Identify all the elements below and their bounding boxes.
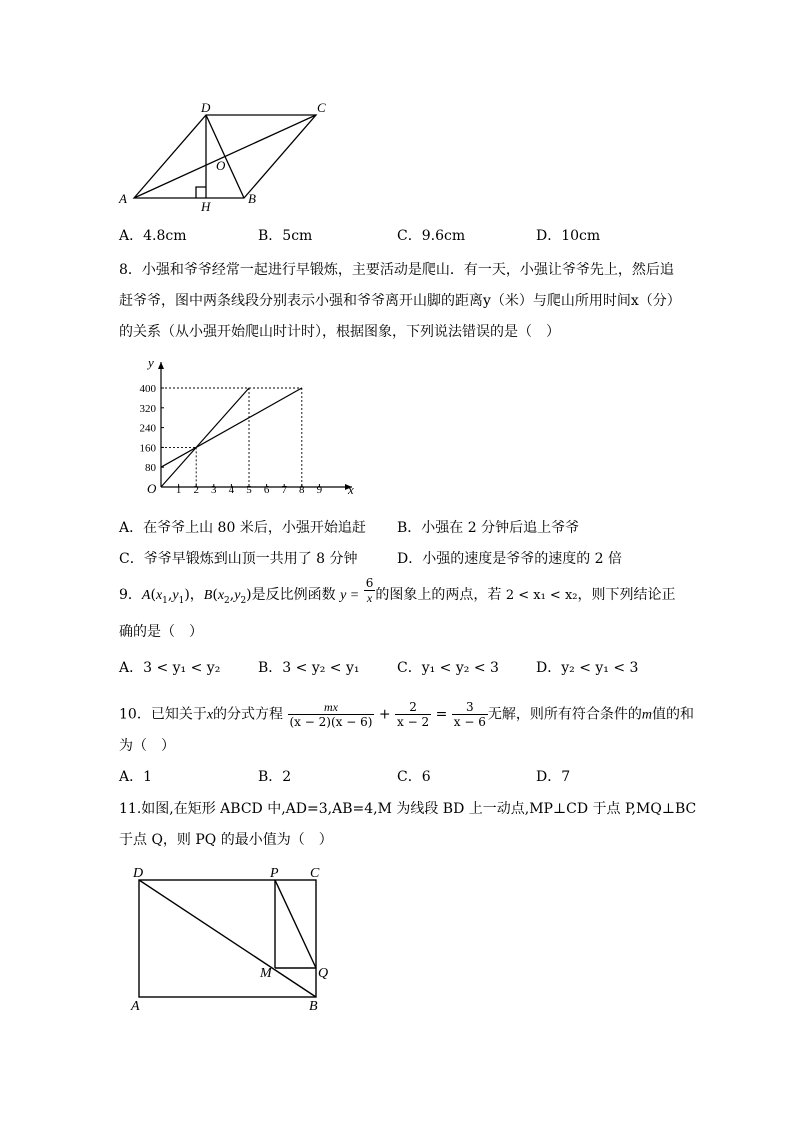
q9-y-eq: y = bbox=[340, 588, 360, 603]
q8-option-b: B．小强在 2 分钟后追上爷爷 bbox=[397, 520, 580, 536]
q7-option-c: C．9.6cm bbox=[397, 228, 466, 244]
label-B: B bbox=[248, 191, 256, 206]
y-tick-label: 80 bbox=[145, 462, 156, 475]
x-tick-label: 8 bbox=[299, 484, 305, 496]
q9-option-c: C．y₁ < y₂ < 3 bbox=[397, 660, 499, 676]
q11-line-2: 于点 Q，则 PQ 的最小值为（ ） bbox=[119, 832, 333, 848]
x-tick-label: 7 bbox=[281, 484, 287, 496]
q9-fraction: $\frac{6}{x}$ bbox=[365, 575, 374, 605]
label-O: O bbox=[216, 158, 226, 173]
x-tick-label: 9 bbox=[316, 484, 323, 496]
q10-option-d: D．7 bbox=[536, 769, 571, 785]
series-line-1 bbox=[161, 388, 249, 487]
q9-mid-text: 是反比例函数 bbox=[251, 587, 336, 603]
series-line-2 bbox=[161, 388, 302, 467]
q9-condition: 2 < x₁ < x₂ bbox=[505, 588, 578, 603]
fig11-label-M: M bbox=[260, 966, 272, 981]
x-tick-label: 1 bbox=[175, 484, 182, 496]
x-tick-label: 4 bbox=[228, 484, 235, 496]
y-tick-label: 160 bbox=[139, 442, 156, 455]
q10-fraction-2: $\frac{2}{x - 2}$ bbox=[397, 700, 430, 729]
rectangle-figure bbox=[120, 860, 350, 1015]
fig11-label-Q: Q bbox=[318, 966, 329, 981]
fig11-label-C: C bbox=[310, 866, 320, 881]
q9-line-2: 确的是（ ） bbox=[119, 624, 203, 640]
q8-option-d: D．小强的速度是爷爷的速度的 2 倍 bbox=[397, 551, 623, 567]
y-tick-label: 240 bbox=[139, 422, 156, 435]
q7-option-b: B．5cm bbox=[258, 228, 313, 244]
y-axis-label: y bbox=[148, 355, 154, 370]
q10-option-a: A．1 bbox=[119, 769, 153, 785]
q9-end-text: ，则下列结论正 bbox=[577, 587, 676, 603]
q9-prefix: 9． bbox=[119, 587, 142, 603]
q8-line-3: 的关系（从小强开始爬山时计时），根据图象，下列说法错误的是（ ） bbox=[119, 324, 560, 340]
q9-after-frac: 的图象上的两点，若 bbox=[375, 587, 502, 603]
q10-fraction-1: $\frac{mx}{(x - 2)(x - 6)}$ bbox=[289, 700, 373, 729]
q9-option-d: D．y₂ < y₁ < 3 bbox=[536, 660, 639, 676]
distance-time-chart bbox=[120, 350, 370, 510]
q8-option-a: A．在爷爷上山 80 米后，小强开始追赶 bbox=[119, 520, 366, 536]
x-axis-label: x bbox=[348, 482, 354, 497]
y-axis-arrow bbox=[158, 362, 164, 369]
q8-line-1: 8．小强和爷爷经常一起进行早锻炼，主要活动是爬山．有一天，小强让爷爷先上，然后追 bbox=[119, 262, 674, 278]
label-D: D bbox=[201, 100, 211, 115]
q8-line-2: 赶爷爷，图中两条线段分别表示小强和爷爷离开山脚的距离y（米）与爬山所用时间x（分） bbox=[119, 293, 681, 309]
q8-option-c: C．爷爷早锻炼到山顶一共用了 8 分钟 bbox=[119, 551, 358, 567]
q7-option-a: A．4.8cm bbox=[119, 228, 187, 244]
y-tick-label: 400 bbox=[139, 383, 156, 395]
label-H: H bbox=[201, 199, 211, 214]
origin-label: O bbox=[147, 481, 157, 496]
label-C: C bbox=[317, 100, 326, 115]
q9-line-1: 9．$A(x_1,y_1)$，$B(x_2,y_2)$是反比例函数 y = $\frac{6}{x}$ 的图象上的两点，若 2 < x₁ < x₂，则下列结论正 bbox=[119, 575, 676, 606]
q11-line-1: 11.如图,在矩形 ABCD 中,AD=3,AB=4,M 为线段 BD 上一动点,MP⊥CD 于点 P,MQ⊥BC bbox=[119, 801, 697, 817]
x-tick-label: 3 bbox=[211, 484, 217, 496]
x-tick-label: 2 bbox=[193, 484, 199, 496]
rhombus-figure bbox=[110, 95, 340, 215]
q10-fraction-3: $\frac{3}{x - 6}$ bbox=[453, 700, 486, 729]
x-tick-label: 5 bbox=[246, 484, 252, 496]
q10-line-2: 为（ ） bbox=[119, 738, 175, 754]
fig11-label-D: D bbox=[133, 866, 144, 881]
label-A: A bbox=[119, 191, 127, 206]
fig11-label-A: A bbox=[131, 999, 140, 1014]
fig11-label-P: P bbox=[270, 866, 279, 881]
q10-option-c: C．6 bbox=[397, 769, 431, 785]
q7-option-d: D．10cm bbox=[536, 228, 601, 244]
q10-option-b: B．2 bbox=[258, 769, 292, 785]
x-tick-label: 6 bbox=[263, 484, 270, 496]
q9-option-a: A．3 < y₁ < y₂ bbox=[119, 660, 221, 676]
fig11-label-B: B bbox=[309, 999, 318, 1014]
q10-line-1: 10．已知关于x的分式方程 $\frac{mx}{(x - 2)(x - 6)}$ + $\frac{2}{x - 2}$ = $\frac{3}{x - 6}$ 无解，则所有符合条件的m值的和 bbox=[119, 700, 694, 729]
q9-option-b: B．3 < y₂ < y₁ bbox=[258, 660, 360, 676]
y-tick-label: 320 bbox=[139, 402, 156, 415]
